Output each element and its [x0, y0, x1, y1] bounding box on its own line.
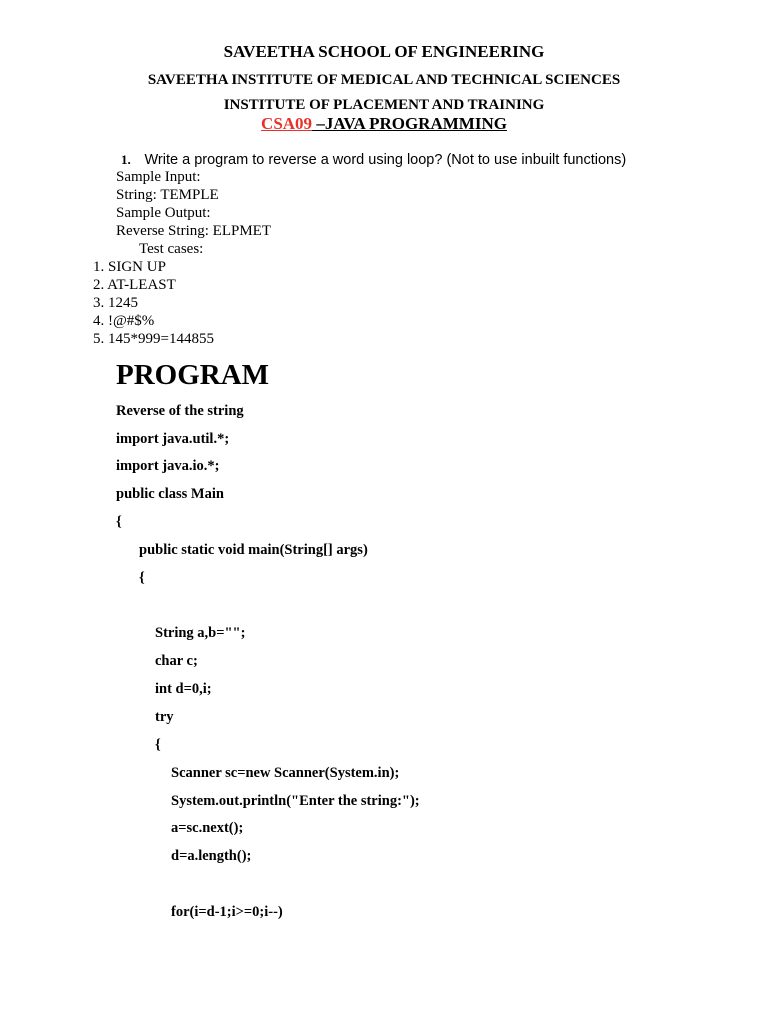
code-line: d=a.length(); — [171, 848, 252, 864]
test-case-item: 2. AT-LEAST — [93, 277, 176, 293]
code-line: public class Main — [116, 486, 224, 502]
code-line: a=sc.next(); — [171, 820, 244, 836]
course-title — [0, 114, 768, 134]
code-line: public static void main(String[] args) — [139, 542, 368, 558]
code-line: System.out.println("Enter the string:"); — [171, 793, 420, 809]
question-line — [121, 151, 626, 169]
sample-input-label: Sample Input: — [116, 169, 201, 185]
program-heading: PROGRAM — [116, 359, 270, 391]
test-case-item: 4. !@#$% — [93, 313, 155, 329]
sample-output-value: Reverse String: ELPMET — [116, 223, 271, 239]
sample-input-value: String: TEMPLE — [116, 187, 219, 203]
question-text: Write a program to reverse a word using loop? (Not to use inbuilt functions) — [144, 152, 627, 168]
code-line: { — [139, 570, 145, 586]
question-number: 1. — [121, 152, 131, 167]
code-line: import java.io.*; — [116, 458, 220, 474]
code-line: { — [155, 737, 161, 753]
course-name: –JAVA PROGRAMMING — [312, 114, 507, 133]
code-line: char c; — [155, 653, 198, 669]
school-title: SAVEETHA SCHOOL OF ENGINEERING — [223, 42, 545, 61]
test-case-item: 5. 145*999=144855 — [93, 331, 214, 347]
department-title: INSTITUTE OF PLACEMENT AND TRAINING — [223, 97, 545, 113]
code-line: { — [116, 514, 122, 530]
test-case-item: 3. 1245 — [93, 295, 138, 311]
code-line: import java.util.*; — [116, 431, 230, 447]
code-line: for(i=d-1;i>=0;i--) — [171, 904, 283, 920]
test-cases-label: Test cases: — [139, 241, 204, 257]
code-line: try — [155, 709, 174, 725]
course-code: CSA09 — [261, 114, 313, 133]
code-line: Scanner sc=new Scanner(System.in); — [171, 765, 400, 781]
test-case-item: 1. SIGN UP — [93, 259, 166, 275]
code-line: String a,b=""; — [155, 625, 246, 641]
code-line: int d=0,i; — [155, 681, 212, 697]
institute-title: SAVEETHA INSTITUTE OF MEDICAL AND TECHNICAL SCIENCES — [147, 72, 621, 88]
program-caption: Reverse of the string — [116, 403, 244, 419]
sample-output-label: Sample Output: — [116, 205, 211, 221]
